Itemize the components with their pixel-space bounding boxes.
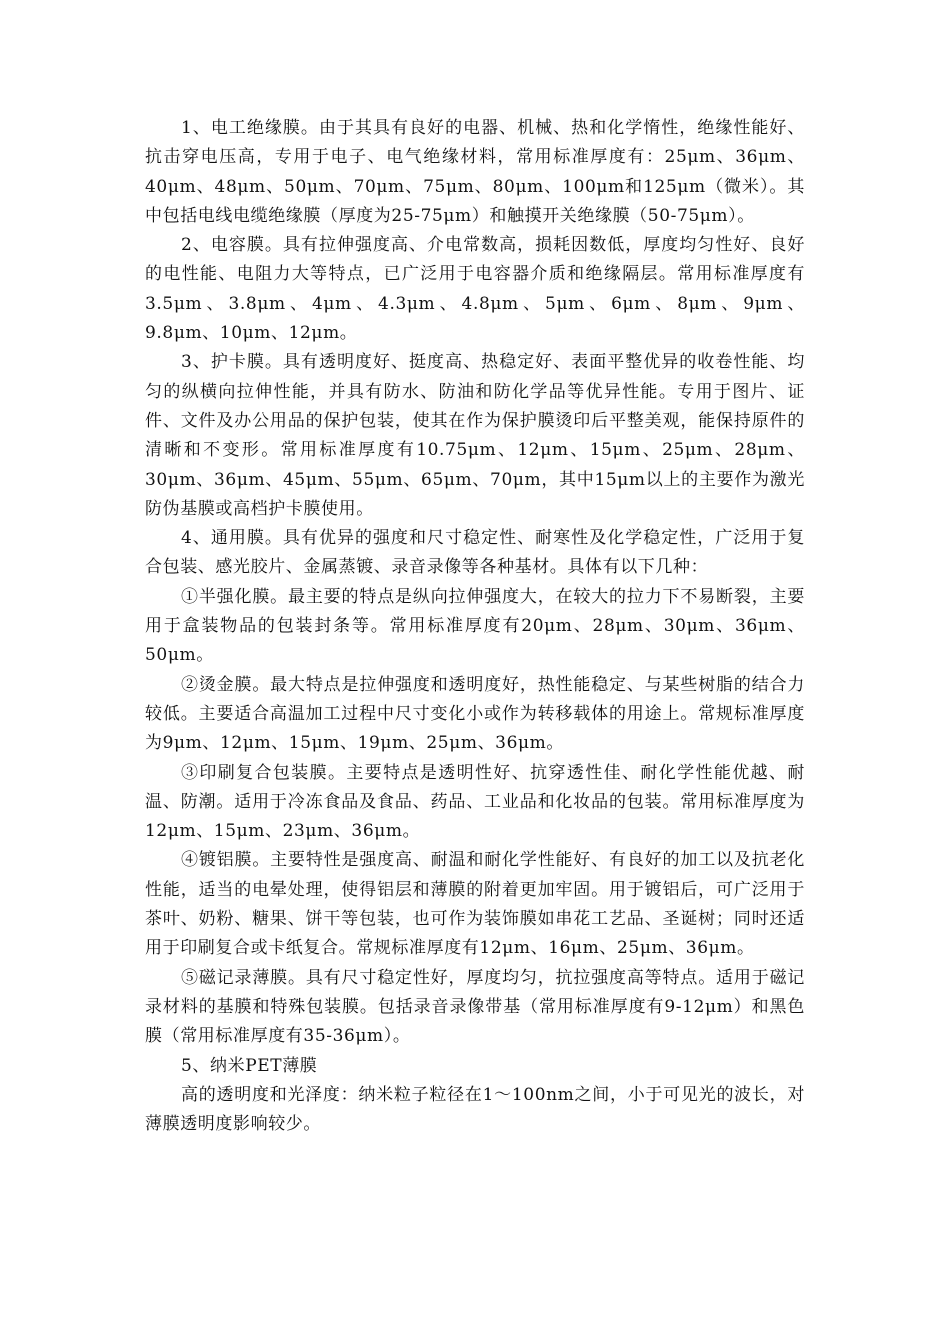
paragraph-printing-composite-film: ③印刷复合包装膜。主要特点是透明性好、抗穿透性佳、耐化学性能优越、耐温、防潮。适用于冷冻食品及食品、药品、工业品和化妆品的包装。常用标准厚度为12μm、15μm、23μm、36μm。 (145, 762, 805, 842)
paragraph-magnetic-recording-film: ⑤磁记录薄膜。具有尺寸稳定性好，厚度均匀，抗拉强度高等特点。适用于磁记录材料的基膜和特殊包装膜。包括录音录像带基（常用标准厚度有9-12μm）和黑色膜（常用标准厚度有35-36μm）。 (145, 967, 805, 1047)
paragraph-card-protection-film: 3、护卡膜。具有透明度好、挺度高、热稳定好、表面平整优异的收卷性能、均匀的纵横向拉伸性能，并具有防水、防油和防化学品等优异性能。专用于图片、证件、文件及办公用品的保护包装，使其在作为保护膜烫印后平整美观，能保持原件的清晰和不变形。常用标准厚度有10.75μm、12μm、15μm、25μm、28μm、30μm、36μm、45μm、55μm、65μm、70μm，其中15μm以上的主要作为激光防伪基膜或高档护卡膜使用。 (145, 352, 805, 519)
paragraph-electrical-insulation-film: 1、电工绝缘膜。由于其具有良好的电器、机械、热和化学惰性，绝缘性能好、抗击穿电压高，专用于电子、电气绝缘材料，常用标准厚度有：25μm、36μm、40μm、48μm、50μm、70μm、75μm、80μm、100μm和125μm（微米）。其中包括电线电缆绝缘膜（厚度为25-75μm）和触摸开关绝缘膜（50-75μm）。 (145, 118, 805, 226)
paragraph-nano-pet-transparency: 高的透明度和光泽度：纳米粒子粒径在1～100nm之间，小于可见光的波长，对薄膜透明度影响较少。 (145, 1084, 805, 1135)
paragraph-aluminized-film: ④镀铝膜。主要特性是强度高、耐温和耐化学性能好、有良好的加工以及抗老化性能，适当的电晕处理，使得铝层和薄膜的附着更加牢固。用于镀铝后，可广泛用于茶叶、奶粉、糖果、饼干等包装，也可作为装饰膜如串花工艺品、圣诞树；同时还适用于印刷复合或卡纸复合。常规标准厚度有12μm、16μm、25μm、36μm。 (145, 850, 805, 959)
paragraph-semi-reinforced-film: ①半强化膜。最主要的特点是纵向拉伸强度大，在较大的拉力下不易断裂，主要用于盒装物品的包装封条等。常用标准厚度有20μm、28μm、30μm、36μm、50μm。 (145, 586, 805, 666)
paragraph-nano-pet-heading: 5、纳米PET薄膜 (181, 1055, 318, 1076)
paragraph-hot-stamping-film: ②烫金膜。最大特点是拉伸强度和透明度好，热性能稳定、与某些树脂的结合力较低。主要适合高温加工过程中尺寸变化小或作为转移载体的用途上。常规标准厚度为9μm、12μm、15μm、19μm、25μm、36μm。 (145, 674, 805, 754)
document-body (145, 114, 805, 1139)
paragraph-general-purpose-film: 4、通用膜。具有优异的强度和尺寸稳定性、耐寒性及化学稳定性，广泛用于复合包装、感光胶片、金属蒸镀、录音录像等各种基材。具体有以下几种： (145, 528, 805, 578)
paragraph-capacitor-film: 2、电容膜。具有拉伸强度高、介电常数高，损耗因数低，厚度均匀性好、良好的电性能、电阻力大等特点，已广泛用于电容器介质和绝缘隔层。常用标准厚度有3.5μm、3.8μm、4μm、4.3μm、4.8μm、5μm、6μm、8μm、9μm、9.8μm、10μm、12μm。 (145, 235, 805, 344)
